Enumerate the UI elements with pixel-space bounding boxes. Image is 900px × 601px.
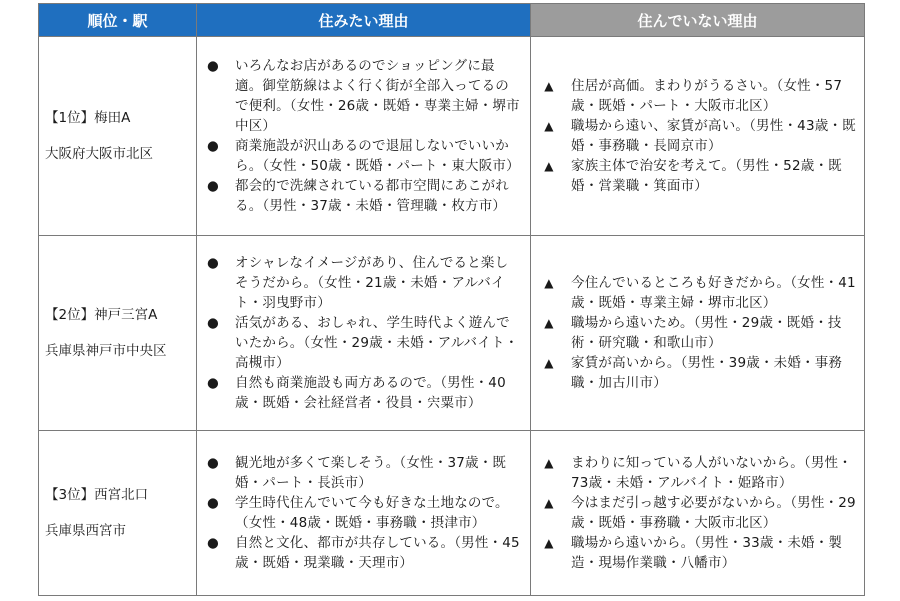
bullet-icon: ● [207,255,219,271]
header-rank-station: 順位・駅 [39,4,197,37]
bullet-icon: ● [207,138,219,154]
triangle-icon: ▲ [544,496,554,510]
list-item [544,313,856,353]
list-item [207,313,520,373]
header-want-reason: 住みたい理由 [197,4,531,37]
list-item [544,156,856,196]
reason-text: いろんなお店があるのでショッピングに最適。御堂筋線はよく行く街が全部入ってるので便利。（女性・26歳・既婚・専業主婦・堺市中区） [235,58,520,134]
ranking-table-container [38,3,864,596]
not-reasons-cell [531,37,865,236]
bullet-icon: ● [207,178,219,194]
not-reason-text: 家賃が高いから。（男性・39歳・未婚・事務職・加古川市） [571,355,843,391]
rank-area: 兵庫県神戸市中央区 [45,343,167,359]
bullet-icon: ● [207,315,219,331]
reason-text: 活気がある、おしゃれ、学生時代よく遊んでいたから。（女性・29歳・未婚・アルバイト・高槻市） [235,315,519,371]
rank-cell [39,37,197,236]
list-item [544,453,856,493]
triangle-icon: ▲ [544,159,554,173]
reasons-cell [197,236,531,431]
reasons-cell [197,37,531,236]
not-reason-text: 住居が高価。まわりがうるさい。（女性・57歳・既婚・パート・大阪市北区） [571,78,843,114]
bullet-icon: ● [207,495,219,511]
not-reason-text: 家族主体で治安を考えて。（男性・52歳・既婚・営業職・箕面市） [571,158,842,194]
triangle-icon: ▲ [544,119,554,133]
not-reasons-cell [531,236,865,431]
rank-area: 兵庫県西宮市 [45,523,126,539]
list-item [544,76,856,116]
list-item [207,56,520,136]
table-row [39,431,865,596]
reason-text: 自然と文化、都市が共存している。（男性・45歳・既婚・現業職・天理市） [235,535,520,571]
not-reason-text: 今はまだ引っ越す必要がないから。（男性・29歳・既婚・事務職・大阪市北区） [571,495,856,531]
reasons-cell [197,431,531,596]
list-item [544,493,856,533]
reason-text: オシャレなイメージがあり、住んでると楽しそうだから。（女性・21歳・未婚・アルバイト・羽曳野市） [235,255,509,311]
rank-title: 【3位】西宮北口 [45,487,149,503]
header-row [39,4,865,37]
bullet-icon: ● [207,535,219,551]
rank-title: 【2位】神戸三宮A [45,307,158,323]
ranking-table [38,3,865,596]
list-item [207,533,520,573]
rank-area: 大阪府大阪市北区 [45,146,153,162]
list-item [207,493,520,533]
bullet-icon: ● [207,375,219,391]
not-reason-text: 職場から遠い、家賃が高い。（男性・43歳・既婚・事務職・長岡京市） [571,118,856,154]
reason-text: 観光地が多くて楽しそう。（女性・37歳・既婚・パート・長浜市） [235,455,507,491]
not-reasons-cell [531,431,865,596]
reasons-list [197,253,530,413]
table-row [39,236,865,431]
triangle-icon: ▲ [544,356,554,370]
not-reasons-list [531,273,864,393]
bullet-icon: ● [207,455,219,471]
list-item [207,176,520,216]
bullet-icon: ● [207,58,219,74]
list-item [544,353,856,393]
list-item [544,273,856,313]
header-not-reason: 住んでいない理由 [531,4,865,37]
reason-text: 学生時代住んでいて今も好きな土地なので。（女性・48歳・既婚・事務職・摂津市） [235,495,509,531]
list-item [544,116,856,156]
not-reasons-list [531,76,864,196]
triangle-icon: ▲ [544,79,554,93]
reason-text: 自然も商業施設も両方あるので。（男性・40歳・既婚・会社経営者・役員・宍粟市） [235,375,506,411]
reason-text: 都会的で洗練されている都市空間にあこがれる。（男性・37歳・未婚・管理職・枚方市） [235,178,509,214]
table-row [39,37,865,236]
reason-text: 商業施設が沢山あるので退屈しないでいいから。（女性・50歳・既婚・パート・東大阪市） [235,138,520,174]
list-item [207,373,520,413]
not-reason-text: 今住んでいるところも好きだから。（女性・41歳・既婚・専業主婦・堺市北区） [571,275,856,311]
list-item [207,253,520,313]
rank-cell [39,236,197,431]
rank-title: 【1位】梅田A [45,110,131,126]
list-item [207,136,520,176]
not-reason-text: まわりに知っている人がいないから。（男性・73歳・未婚・アルバイト・姫路市） [571,455,852,491]
list-item [544,533,856,573]
triangle-icon: ▲ [544,276,554,290]
not-reasons-list [531,453,864,573]
triangle-icon: ▲ [544,456,554,470]
triangle-icon: ▲ [544,316,554,330]
triangle-icon: ▲ [544,536,554,550]
not-reason-text: 職場から遠いから。（男性・33歳・未婚・製造・現場作業職・八幡市） [571,535,843,571]
not-reason-text: 職場から遠いため。（男性・29歳・既婚・技術・研究職・和歌山市） [571,315,842,351]
reasons-list [197,56,530,216]
rank-cell [39,431,197,596]
reasons-list [197,453,530,573]
list-item [207,453,520,493]
